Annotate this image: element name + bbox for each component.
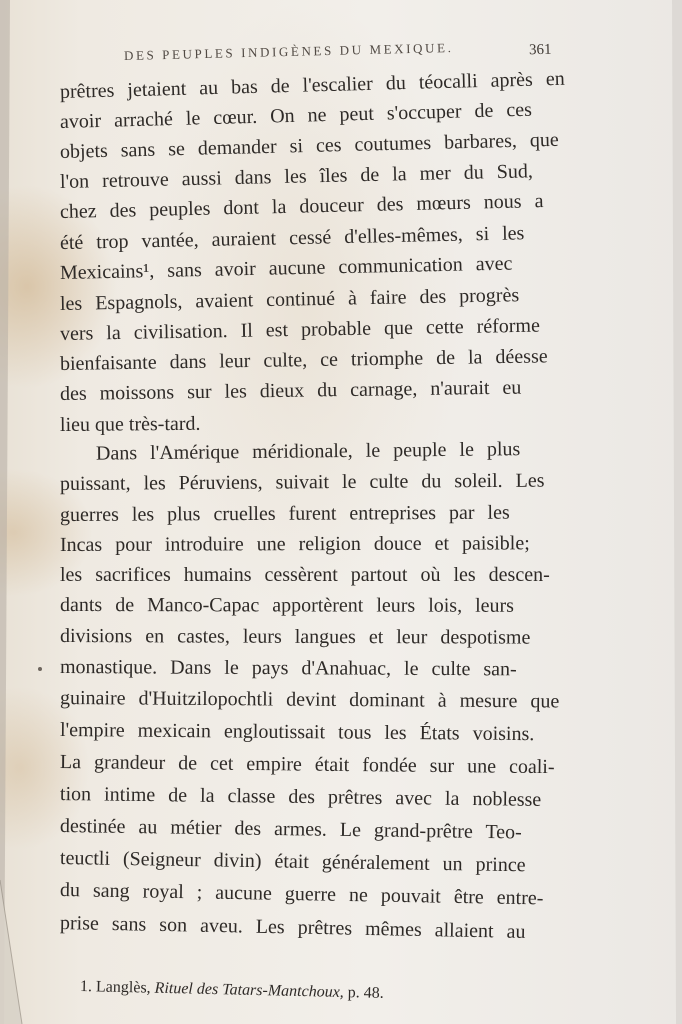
text-line: avoir arraché le cœur. On ne peut s'occuper de ces [59,98,533,133]
page-number: 361 [528,41,552,59]
text-line: été trop vantée, auraient cessé d'elles-mêmes, si les [59,222,525,254]
text-line: guerres les plus cruelles furent entreprises par les [59,501,510,526]
text-line: dants de Manco-Capac apportèrent leurs lois, leurs [59,594,515,617]
margin-ink-dot [38,667,42,671]
text-line: lieu que très-tard. [59,412,201,436]
text-line: teuctli (Seigneur divin) était généralement un prince [59,847,526,877]
text-line: les Espagnols, avaient continué à faire des progrès [59,284,520,315]
text-line: prise sans son aveu. Les prêtres mêmes allaient au [59,912,526,943]
text-line: destinée au métier des armes. Le grand-prêtre Teo- [59,815,522,844]
text-line: les sacrifices humains cessèrent partout où les descen- [60,564,550,586]
text-line: Mexicains¹, sans avoir aucune communication avec [59,252,513,284]
text-line: monastique. Dans le pays d'Anahuac, le culte san- [59,656,517,681]
text-line: tion intime de la classe des prêtres avec la noblesse [59,783,542,811]
footnote-rule [78,968,198,969]
text-line: guinaire d'Huitzilopochtli devint dominant à mesure que [59,687,560,713]
footnote-marker: 1. [79,978,93,996]
text-line: l'on retrouve aussi dans les îles de la mer du Sud, [59,160,534,193]
text-line: du sang royal ; aucune guerre ne pouvait être entre- [59,879,544,910]
text-line: chez des peuples dont la douceur des mœurs nous a [59,190,544,223]
text-line: des moissons sur les dieux du carnage, n'aurait eu [59,376,522,405]
text-line: prêtres jetaient au bas de l'escalier du téocalli après en [59,67,565,103]
footnote-page-ref: p. 48. [347,984,384,1002]
footnote-author: Langlès, [95,978,151,997]
text-line: l'empire mexicain engloutissait tous les États voisins. [59,719,535,746]
text-line: Incas pour introduire une religion douce et paisible; [59,532,530,556]
text-line: Dans l'Amérique méridionale, le peuple le plus [95,438,521,465]
footnote-title: Rituel des Tatars-Mantchoux, [154,979,344,1001]
text-line: divisions en castes, leurs langues et leur despotisme [59,625,531,649]
text-line: objets sans se demander si ces coutumes barbares, que [59,128,559,163]
running-head-title: DES PEUPLES INDIGÈNES DU MEXIQUE. [123,39,454,63]
text-line: vers la civilisation. Il est probable que cette réforme [59,314,541,345]
text-line: La grandeur de cet empire était fondée sur une coali- [59,751,555,779]
text-line: bienfaisante dans leur culte, ce triomphe de la déesse [59,345,548,375]
footnote [80,978,384,1003]
text-line: puissant, les Péruviens, suivait le culte du soleil. Les [59,469,545,495]
